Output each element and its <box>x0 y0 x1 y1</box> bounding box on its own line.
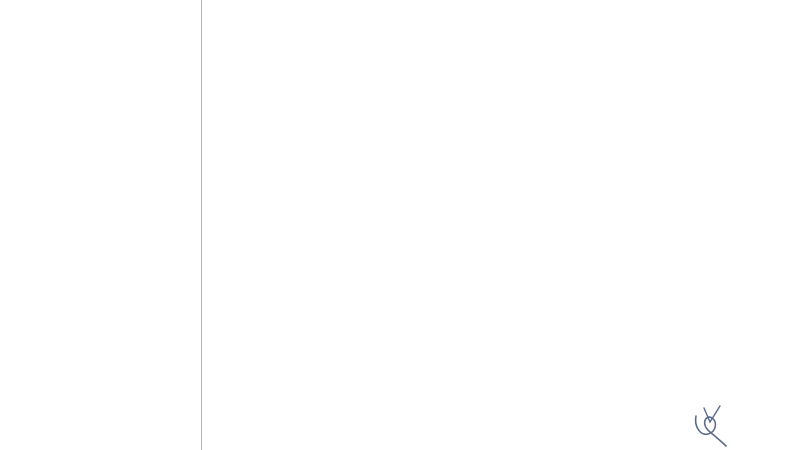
watermark <box>202 0 800 450</box>
letter-body <box>202 0 800 450</box>
sidebar <box>0 0 184 450</box>
signature-icon <box>690 402 730 448</box>
